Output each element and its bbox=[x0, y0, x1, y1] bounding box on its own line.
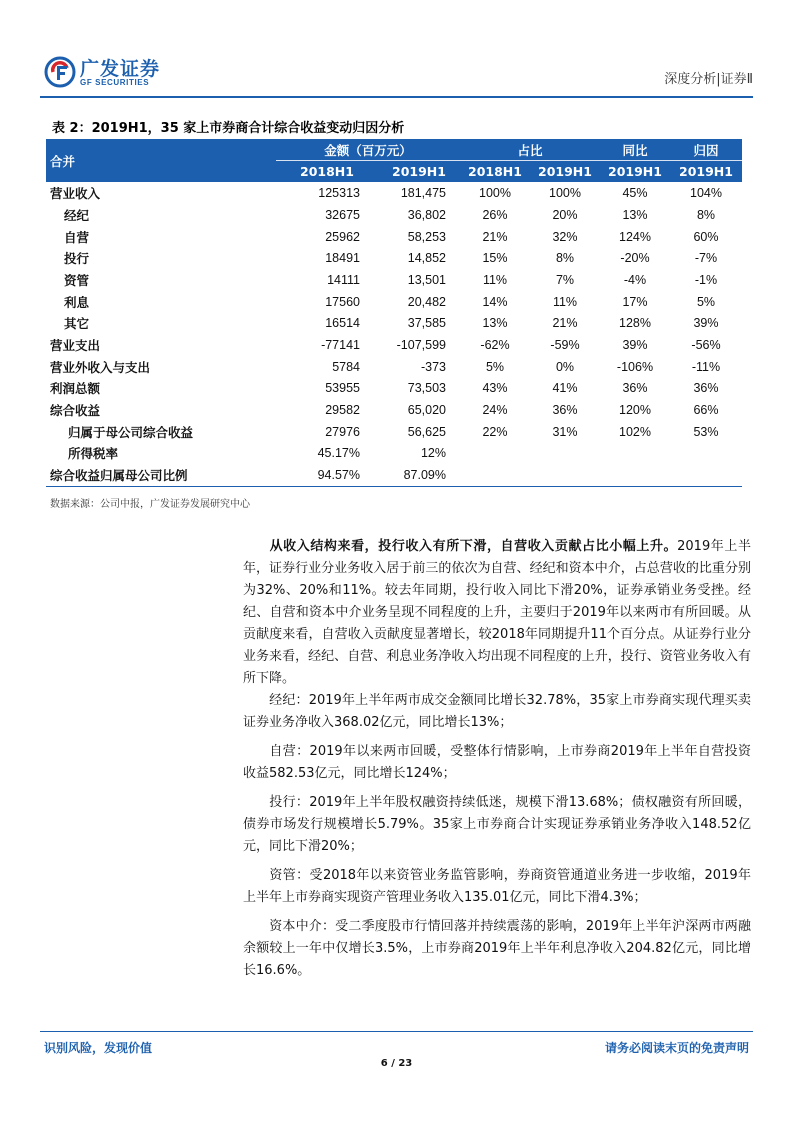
table-cell: 102% bbox=[619, 424, 651, 439]
table-cell: 100% bbox=[479, 186, 511, 201]
table-row bbox=[46, 443, 742, 465]
table-cell: 36% bbox=[622, 381, 648, 396]
table-cell: 31% bbox=[552, 424, 578, 439]
table-cell: 39% bbox=[693, 316, 719, 331]
table-cell: -11% bbox=[691, 359, 721, 374]
table-cell: -107,599 bbox=[396, 338, 446, 353]
table-group-header-row bbox=[46, 139, 742, 161]
paragraph-text: 自营：2019年以来两市回暖，受整体行情影响，上市券商2019年上半年自营投资收益582.53亿元，同比增长124%； bbox=[243, 744, 751, 781]
row-label: 资管 bbox=[64, 272, 90, 288]
table-cell: 8% bbox=[555, 251, 575, 266]
table-row bbox=[46, 464, 742, 486]
table-cell: 65,020 bbox=[407, 403, 446, 418]
row-label: 投行 bbox=[64, 251, 90, 267]
sub-header: 2019H1 bbox=[600, 161, 670, 183]
paragraph-brokerage bbox=[243, 690, 751, 734]
table-cell: 20,482 bbox=[407, 294, 446, 309]
table-cell: 60% bbox=[693, 229, 719, 244]
table-cell: 94.57% bbox=[276, 464, 378, 486]
table-cell: 13% bbox=[622, 207, 648, 222]
table-row bbox=[46, 378, 742, 400]
table-row bbox=[46, 204, 742, 226]
table-cell: 45.17% bbox=[317, 446, 360, 461]
table-cell: 32675 bbox=[325, 207, 360, 222]
sub-header: 2018H1 bbox=[276, 161, 378, 183]
table-cell: 25962 bbox=[325, 229, 360, 244]
table-cell bbox=[460, 464, 530, 486]
table-cell bbox=[670, 443, 742, 465]
row-label: 归属于母公司综合收益 bbox=[68, 424, 194, 440]
table-cell: -7% bbox=[694, 251, 718, 266]
footer-divider bbox=[40, 1031, 753, 1032]
paragraph-revenue-structure bbox=[243, 536, 751, 690]
table-cell: 21% bbox=[482, 229, 508, 244]
table-cell: 18491 bbox=[325, 251, 360, 266]
paragraph-text: 2019年上半年，证券行业分业务收入居于前三的依次为自营、经纪和资本中介，占总营收的比重分别为32%、20%和11%。较去年同期，投行收入同比下滑20%，证券承销业务受挫。经纪、自营和资本中介业务呈现不同程度的上升，主要归于2019年以来两市有所回暖。从贡献度来看，自营收入贡献度显著增长，较2018年同期提升11个百分点。从证券行业分业务来看，经纪、自营、利息业务净收入均出现不同程度的上升，投行、资管业务收入有所下降。 bbox=[243, 539, 751, 686]
table-cell: 53955 bbox=[325, 381, 360, 396]
table-cell: 43% bbox=[482, 381, 508, 396]
table-cell: 21% bbox=[552, 316, 578, 331]
table-row bbox=[46, 226, 742, 248]
table-cell: 128% bbox=[619, 316, 651, 331]
table-cell: 36% bbox=[552, 403, 578, 418]
table-row bbox=[46, 247, 742, 269]
table-cell: 58,253 bbox=[407, 229, 446, 244]
table-cell bbox=[530, 443, 600, 465]
table-cell: 5% bbox=[485, 359, 505, 374]
table-cell: 45% bbox=[622, 186, 648, 201]
table-cell: 104% bbox=[690, 186, 722, 201]
paragraph-asset-management bbox=[243, 865, 751, 909]
table-cell: 125313 bbox=[318, 186, 360, 201]
table-row bbox=[46, 291, 742, 313]
row-label: 自营 bbox=[64, 229, 90, 245]
row-label: 营业收入 bbox=[50, 186, 101, 202]
table-cell: 41% bbox=[552, 381, 578, 396]
table-cell: 14% bbox=[482, 294, 508, 309]
paragraph-lead: 从收入结构来看，投行收入有所下滑，自营收入贡献占比小幅上升。 bbox=[269, 539, 678, 554]
table-cell: 87.09% bbox=[378, 464, 460, 486]
page-number: 6 / 23 bbox=[380, 1058, 413, 1069]
table-cell bbox=[530, 464, 600, 486]
table-cell: -62% bbox=[480, 338, 510, 353]
table-cell: -4% bbox=[623, 272, 647, 287]
table-cell: 24% bbox=[482, 403, 508, 418]
table-cell: -77141 bbox=[321, 338, 360, 353]
table-cell: 17% bbox=[622, 294, 648, 309]
table-cell: 100% bbox=[549, 186, 581, 201]
table-row bbox=[46, 356, 742, 378]
table-row bbox=[46, 269, 742, 291]
table-row bbox=[46, 421, 742, 443]
paragraph-text: 投行：2019年上半年股权融资持续低迷，规模下滑13.68%；债权融资有所回暖，债券市场发行规模增长5.79%。35家上市券商合计实现证券承销业务净收入148.52亿元，同比下滑20%； bbox=[243, 795, 751, 854]
attribution-table bbox=[46, 139, 742, 487]
table-cell: 12% bbox=[420, 446, 446, 461]
table-cell: 39% bbox=[622, 338, 648, 353]
table-cell: 26% bbox=[482, 207, 508, 222]
sub-header: 2019H1 bbox=[670, 161, 742, 183]
table-source-note: 数据来源：公司中报，广发证券发展研究中心 bbox=[50, 499, 250, 510]
table-cell: -373 bbox=[420, 359, 446, 374]
table-cell: 17560 bbox=[325, 294, 360, 309]
table-cell: 32% bbox=[552, 229, 578, 244]
paragraph-proprietary bbox=[243, 741, 751, 785]
row-label: 利润总额 bbox=[50, 381, 101, 397]
table-cell: 15% bbox=[482, 251, 508, 266]
header-share: 占比 bbox=[460, 139, 600, 161]
table-cell: 27976 bbox=[325, 424, 360, 439]
table-cell: 13% bbox=[482, 316, 508, 331]
footer-disclaimer-note: 请务必阅读末页的免责声明 bbox=[604, 1041, 749, 1055]
table-cell: 11% bbox=[482, 272, 508, 287]
table-row bbox=[46, 313, 742, 335]
row-label: 利息 bbox=[64, 294, 90, 310]
row-label: 营业外收入与支出 bbox=[50, 359, 151, 375]
table-cell: -20% bbox=[620, 251, 650, 266]
paragraph-text: 经纪：2019年上半年两市成交金额同比增长32.78%，35家上市券商实现代理买卖证券业务净收入368.02亿元，同比增长13%； bbox=[243, 693, 751, 730]
table-cell: -56% bbox=[691, 338, 721, 353]
table-cell: 16514 bbox=[325, 316, 360, 331]
logo-text-en: GF SECURITIES bbox=[80, 78, 150, 87]
logo-text-cn: 广发证券 bbox=[80, 58, 161, 80]
table-cell: 73,503 bbox=[407, 381, 446, 396]
table-cell: 53% bbox=[693, 424, 719, 439]
table-cell: 56,625 bbox=[407, 424, 446, 439]
table-cell: 5% bbox=[696, 294, 716, 309]
table-cell bbox=[670, 464, 742, 486]
table-cell: 14111 bbox=[327, 272, 360, 287]
table-cell bbox=[460, 443, 530, 465]
table-cell: 13,501 bbox=[407, 272, 446, 287]
table-row bbox=[46, 334, 742, 356]
table-cell: 14,852 bbox=[407, 251, 446, 266]
footer-slogan: 识别风险，发现价值 bbox=[44, 1041, 153, 1055]
table-cell: 0% bbox=[555, 359, 575, 374]
row-label: 经纪 bbox=[64, 207, 90, 223]
row-label: 营业支出 bbox=[50, 338, 101, 354]
table-corner-header: 合并 bbox=[46, 139, 276, 182]
table-cell: 22% bbox=[482, 424, 508, 439]
table-cell: 36,802 bbox=[407, 207, 446, 222]
table-cell bbox=[600, 443, 670, 465]
paragraph-text: 资本中介：受二季度股市行情回落并持续震荡的影响，2019年上半年沪深两市两融余额较上一年中仅增长3.5%，上市券商2019年上半年利息净收入204.82亿元，同比增长16.6%。 bbox=[243, 919, 751, 978]
table-row bbox=[46, 399, 742, 421]
table-cell: 124% bbox=[619, 229, 651, 244]
page-header bbox=[40, 52, 753, 94]
row-label: 综合收益归属母公司比例 bbox=[46, 464, 276, 486]
table-cell: 66% bbox=[693, 403, 719, 418]
table-cell: -59% bbox=[550, 338, 580, 353]
table-cell: 7% bbox=[555, 272, 575, 287]
row-label: 综合收益 bbox=[50, 403, 101, 419]
sub-header: 2019H1 bbox=[378, 161, 460, 183]
row-label: 所得税率 bbox=[68, 446, 119, 462]
sub-header: 2018H1 bbox=[460, 161, 530, 183]
paragraph-investment-banking bbox=[243, 792, 751, 858]
table-cell bbox=[600, 464, 670, 486]
table-cell: -106% bbox=[616, 359, 654, 374]
table-cell: 120% bbox=[619, 403, 651, 418]
table-cell: 8% bbox=[696, 207, 716, 222]
table-cell: 29582 bbox=[325, 403, 360, 418]
table-cell: 181,475 bbox=[400, 186, 446, 201]
paragraph-text: 资管：受2018年以来资管业务监管影响，券商资管通道业务进一步收缩，2019年上半年上市券商实现资产管理业务收入135.01亿元，同比下滑4.3%； bbox=[243, 868, 751, 905]
table-cell: 5784 bbox=[332, 359, 360, 374]
gf-logo bbox=[40, 52, 200, 94]
table-cell: -1% bbox=[694, 272, 718, 287]
table-cell: 36% bbox=[693, 381, 719, 396]
header-yoy: 同比 bbox=[600, 139, 670, 161]
header-divider bbox=[40, 96, 753, 98]
header-attribution: 归因 bbox=[670, 139, 742, 161]
table-cell: 11% bbox=[552, 294, 578, 309]
paragraph-capital-intermediary bbox=[243, 916, 751, 982]
table-caption: 表 2：2019H1，35 家上市券商合计综合收益变动归因分析 bbox=[52, 121, 405, 136]
row-label: 其它 bbox=[64, 316, 90, 332]
table-row bbox=[46, 182, 742, 204]
table-cell: 37,585 bbox=[407, 316, 446, 331]
header-amount: 金额（百万元） bbox=[276, 139, 460, 161]
gf-logo-icon bbox=[44, 56, 76, 88]
report-section-label: 深度分析|证券Ⅱ bbox=[664, 72, 753, 87]
table-cell: 20% bbox=[552, 207, 578, 222]
sub-header: 2019H1 bbox=[530, 161, 600, 183]
